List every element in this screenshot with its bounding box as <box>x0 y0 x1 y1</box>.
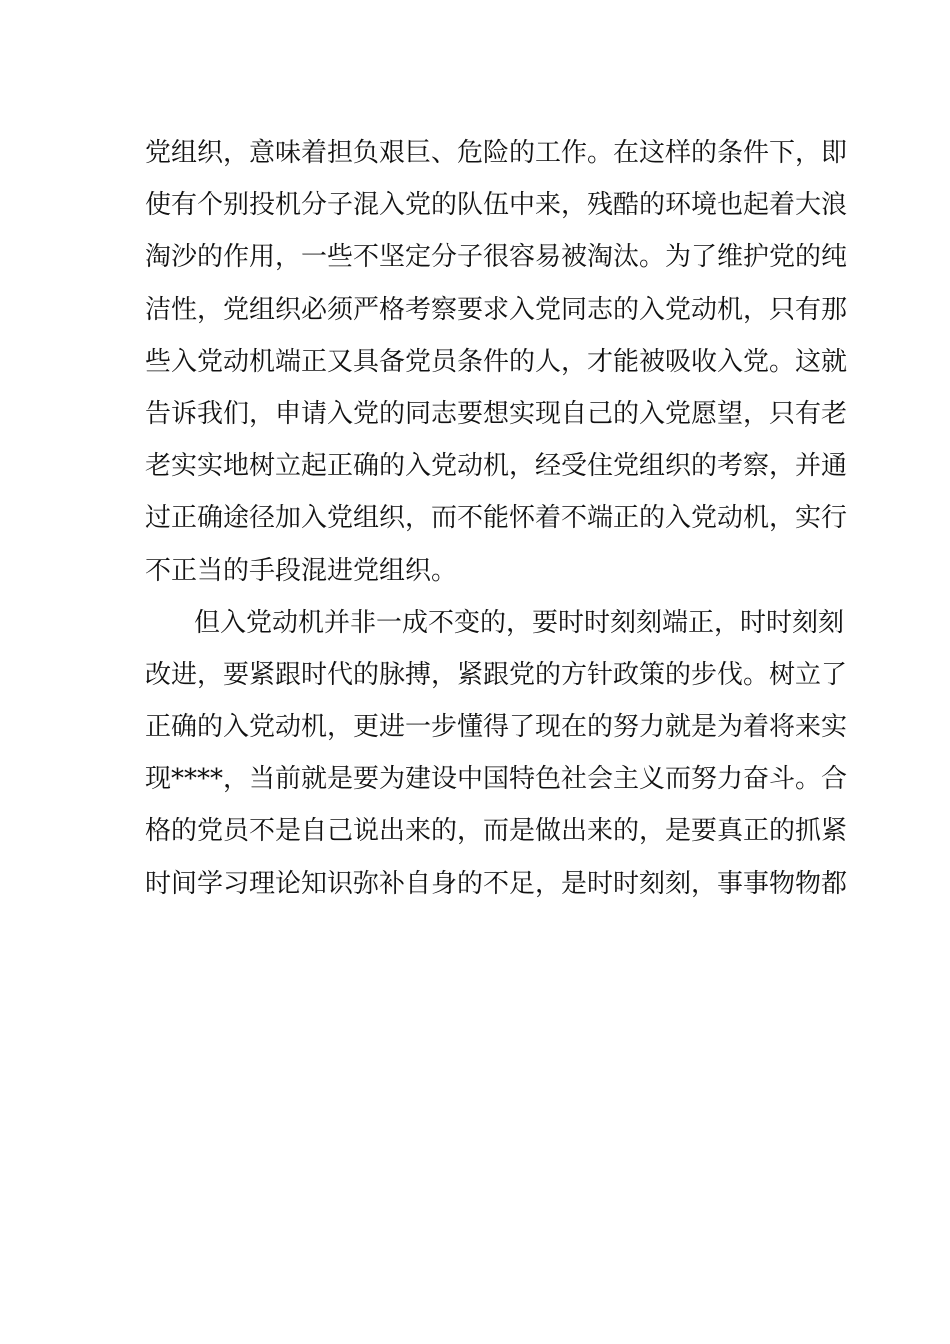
paragraph-line: 淘沙的作用，一些不坚定分子很容易被淘汰。为了维护党的纯 <box>145 242 848 273</box>
paragraph-line: 些入党动机端正又具备党员条件的人，才能被吸收入党。这就 <box>145 346 848 377</box>
paragraph-line: 告诉我们，申请入党的同志要想实现自己的入党愿望，只有老 <box>145 398 848 429</box>
paragraph-line: 不正当的手段混进党组织。 <box>145 555 458 586</box>
paragraph-line: 洁性，党组织必须严格考察要求入党同志的入党动机，只有那 <box>145 294 848 325</box>
body-text <box>145 127 848 910</box>
paragraph-line: 党组织，意味着担负艰巨、危险的工作。在这样的条件下，即 <box>145 138 848 168</box>
paragraph-line: 但入党动机并非一成不变的，要时时刻刻端正，时时刻刻 <box>194 607 845 638</box>
paragraph-1 <box>145 127 848 597</box>
paragraph-2 <box>145 597 848 910</box>
paragraph-line: 改进，要紧跟时代的脉搏，紧跟党的方针政策的步伐。树立了 <box>145 659 848 690</box>
paragraph-line: 格的党员不是自己说出来的，而是做出来的，是要真正的抓紧 <box>145 816 848 847</box>
paragraph-line: 过正确途径加入党组织，而不能怀着不端正的入党动机，实行 <box>145 503 848 534</box>
paragraph-line: 正确的入党动机，更进一步懂得了现在的努力就是为着将来实 <box>145 712 848 743</box>
paragraph-line: 现****，当前就是要为建设中国特色社会主义而努力奋斗。合 <box>145 764 848 795</box>
paragraph-line: 老实实地树立起正确的入党动机，经受住党组织的考察，并通 <box>145 451 848 482</box>
paragraph-line: 时间学习理论知识弥补自身的不足，是时时刻刻，事事物物都 <box>145 868 848 899</box>
paragraph-line: 使有个别投机分子混入党的队伍中来，残酷的环境也起着大浪 <box>145 190 848 221</box>
